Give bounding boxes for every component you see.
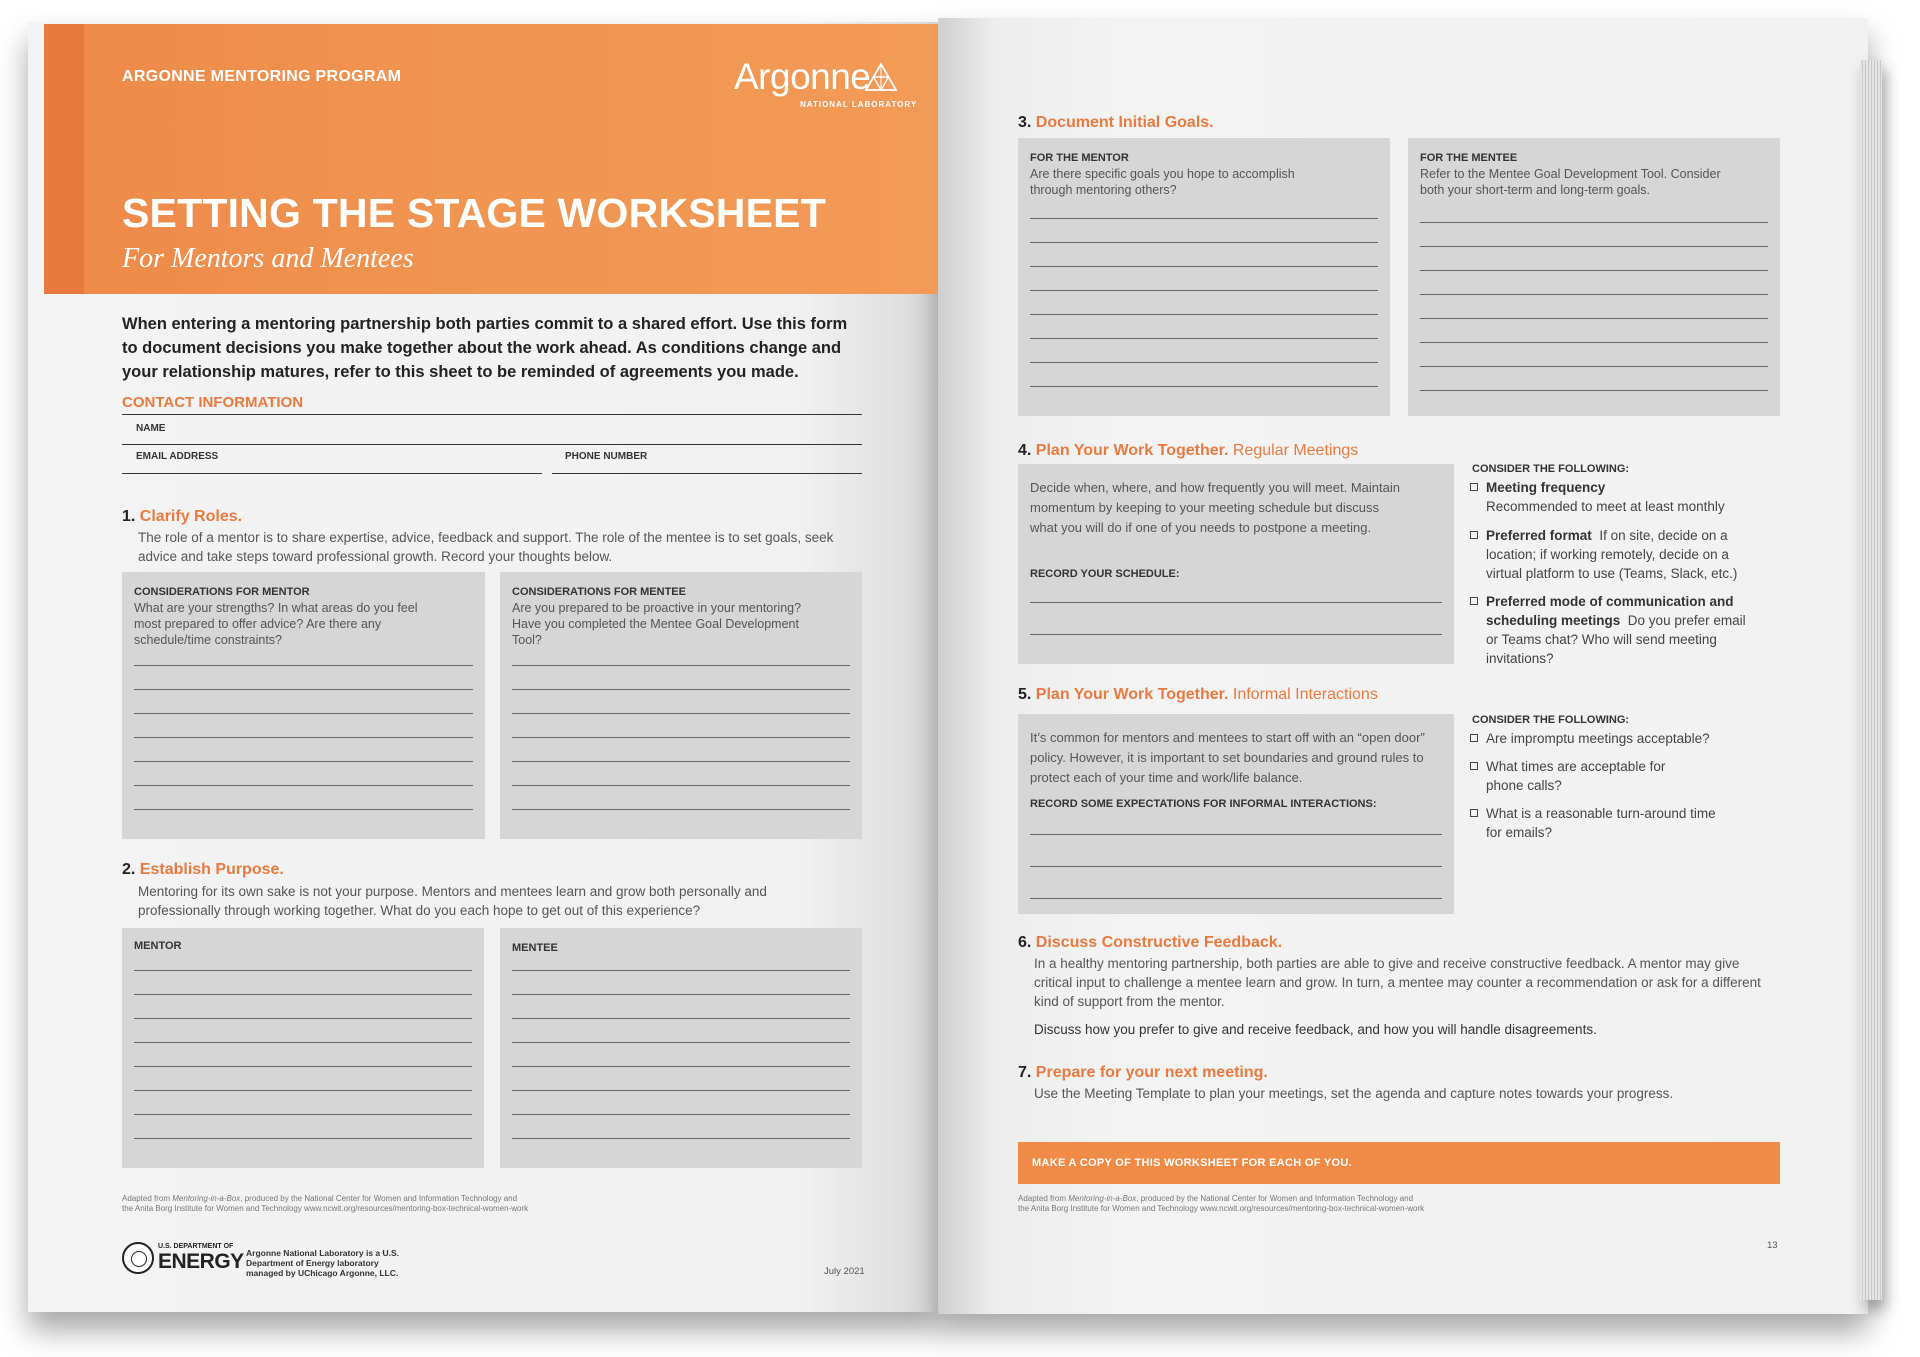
write-line[interactable] <box>512 785 850 786</box>
write-line[interactable] <box>1030 866 1442 867</box>
section-2-number: 2. <box>122 861 136 878</box>
consider-item-text: Do you prefer email or Teams chat? Who will send meeting invitations? <box>1486 613 1746 666</box>
mentor-considerations-box <box>122 572 485 839</box>
write-line[interactable] <box>1420 294 1768 295</box>
write-line[interactable] <box>512 761 850 762</box>
write-line[interactable] <box>512 713 850 714</box>
write-line[interactable] <box>1420 318 1768 319</box>
logo-subtitle: NATIONAL LABORATORY <box>800 100 918 109</box>
write-line[interactable] <box>134 970 472 971</box>
checkbox-icon[interactable] <box>1470 762 1478 770</box>
section-3-number: 3. <box>1018 114 1032 131</box>
regular-meetings-box <box>1018 464 1454 664</box>
write-line[interactable] <box>1420 246 1768 247</box>
regular-meetings-text: Decide when, where, and how frequently you will meet. Maintain momentum by keeping to your meeting schedule but discuss what you will do if one of you needs to postpone a meeting. <box>1030 480 1400 535</box>
section-2-text: Mentoring for its own sake is not your purpose. Mentors and mentees learn and grow both personally and professionally through working together. What do you each hope to get out of this experience? <box>138 884 767 918</box>
write-line[interactable] <box>1420 270 1768 271</box>
write-line[interactable] <box>512 1090 850 1091</box>
section-5-subtitle: Informal Interactions <box>1232 686 1378 703</box>
doe-seal-icon <box>122 1242 154 1274</box>
logo-word: Argonne <box>734 56 871 97</box>
write-line[interactable] <box>1030 602 1442 603</box>
page-number: 13 <box>1767 1240 1778 1251</box>
write-line[interactable] <box>134 689 473 690</box>
consider-title-4: CONSIDER THE FOLLOWING: <box>1472 463 1630 475</box>
section-4-title: Plan Your Work Together. <box>1035 442 1229 459</box>
phone-field[interactable] <box>552 473 862 474</box>
write-line[interactable] <box>1030 266 1378 267</box>
section-3-heading <box>1018 114 1214 132</box>
section-6-text-2: Discuss how you prefer to give and receive feedback, and how you will handle disagreements. <box>1034 1022 1597 1037</box>
logo-triangle-icon <box>864 62 898 97</box>
intro-text: When entering a mentoring partnership both parties commit to a shared effort. Use this form to document decisions you make together about the work ahead. As conditions change and your relationship matures, refer to this sheet to be reminded of agreements you made. <box>122 315 848 381</box>
mentor-purpose-box <box>122 928 484 1168</box>
write-line[interactable] <box>512 970 850 971</box>
credit-book: Mentoring-in-a-Box <box>172 1194 241 1203</box>
write-line[interactable] <box>134 1066 472 1067</box>
record-schedule-label: RECORD YOUR SCHEDULE: <box>1030 568 1180 580</box>
doe-energy: ENERGY <box>158 1250 244 1273</box>
write-line[interactable] <box>512 737 850 738</box>
section-5-heading <box>1018 686 1378 704</box>
consider-item-format <box>1470 526 1760 583</box>
write-line[interactable] <box>1030 634 1442 635</box>
write-line[interactable] <box>134 809 473 810</box>
mentee-goals-title: FOR THE MENTEE <box>1420 152 1518 164</box>
section-3-title: Document Initial Goals. <box>1035 114 1214 131</box>
write-line[interactable] <box>1030 242 1378 243</box>
credit-book: Mentoring-in-a-Box <box>1068 1194 1137 1203</box>
doe-note: Argonne National Laboratory is a U.S. Department of Energy laboratory managed by UChicago Argonne, LLC. <box>246 1248 400 1278</box>
credit-prefix: Adapted from <box>122 1194 173 1203</box>
consider-item-bold: Preferred mode of communication and scheduling meetings <box>1486 594 1734 628</box>
informal-interactions-box <box>1018 714 1454 914</box>
write-line[interactable] <box>512 1018 850 1019</box>
section-1-heading <box>122 508 242 526</box>
write-line[interactable] <box>512 994 850 995</box>
section-4-heading <box>1018 442 1358 460</box>
write-line[interactable] <box>512 809 850 810</box>
mentor-goals-text: Are there specific goals you hope to accomplish through mentoring others? <box>1030 167 1295 197</box>
mentee-goals-text: Refer to the Mentee Goal Development Tool. Consider both your short-term and long-term goals. <box>1420 167 1721 197</box>
informal-interactions-text: It’s common for mentors and mentees to start off with an “open door” policy. However, it is important to set boundaries and ground rules to protect each of your time and work/life balance. <box>1030 730 1425 785</box>
consider-item-phone: What times are acceptable for phone calls? <box>1470 757 1670 795</box>
write-line[interactable] <box>1030 362 1378 363</box>
contact-heading: CONTACT INFORMATION <box>122 394 304 411</box>
write-line[interactable] <box>134 1114 472 1115</box>
write-line[interactable] <box>512 689 850 690</box>
mentee-considerations-title: CONSIDERATIONS FOR MENTEE <box>512 586 686 598</box>
section-1-number: 1. <box>122 508 136 525</box>
consider-title-5: CONSIDER THE FOLLOWING: <box>1472 714 1630 726</box>
write-line[interactable] <box>134 665 473 666</box>
write-line[interactable] <box>512 1114 850 1115</box>
write-line[interactable] <box>134 1138 472 1139</box>
mentor-goals-title: FOR THE MENTOR <box>1030 152 1129 164</box>
publication-date: July 2021 <box>824 1266 865 1277</box>
section-7-number: 7. <box>1018 1064 1032 1081</box>
section-6-heading <box>1018 934 1282 952</box>
record-expectations-label: RECORD SOME EXPECTATIONS FOR INFORMAL INTERACTIONS: <box>1030 798 1377 810</box>
doe-department: U.S. DEPARTMENT OF <box>158 1243 234 1250</box>
section-6-text: In a healthy mentoring partnership, both parties are able to give and receive constructive feedback. A mentor may give critical input to challenge a mentee learn and grow. In turn, a mentee may counter a recommendation or ask for a different kind of support from the mentor. <box>1034 956 1761 1009</box>
consider-item-bold: Meeting frequency <box>1486 480 1606 495</box>
credit-rest: , produced by the National Center for Women and Information Technology and <box>240 1194 518 1203</box>
write-line[interactable] <box>1030 314 1378 315</box>
write-line[interactable] <box>1030 898 1442 899</box>
checkbox-icon[interactable] <box>1470 809 1478 817</box>
write-line[interactable] <box>1420 342 1768 343</box>
write-line[interactable] <box>1030 290 1378 291</box>
section-7-heading <box>1018 1064 1268 1082</box>
section-5-number: 5. <box>1018 686 1032 703</box>
contact-rule-top <box>122 414 862 415</box>
mentor-goals-box <box>1018 138 1390 416</box>
consider-item-email: What is a reasonable turn-around time for emails? <box>1470 804 1720 842</box>
name-label: NAME <box>136 423 166 434</box>
credit-line-2: the Anita Borg Institute for Women and Technology www.ncwit.org/resources/mentoring-box-technical-women-work <box>122 1204 529 1213</box>
write-line[interactable] <box>134 1090 472 1091</box>
write-line[interactable] <box>512 1042 850 1043</box>
consider-item-communication <box>1470 592 1760 668</box>
section-1-title: Clarify Roles. <box>139 508 243 525</box>
email-label: EMAIL ADDRESS <box>136 451 219 462</box>
consider-item-text: If on site, decide on a location; if working remotely, decide on a virtual platform to use (Teams, Slack, etc.) <box>1486 528 1738 581</box>
program-name: ARGONNE MENTORING PROGRAM <box>122 68 402 85</box>
credit-prefix: Adapted from <box>1018 1194 1069 1203</box>
write-line[interactable] <box>134 785 473 786</box>
mentee-purpose-box <box>500 928 862 1168</box>
checkbox-icon[interactable] <box>1470 531 1478 539</box>
mentor-purpose-title: MENTOR <box>134 940 182 952</box>
consider-item-text: Recommended to meet at least monthly <box>1486 499 1725 514</box>
page-subtitle: For Mentors and Mentees <box>122 243 414 274</box>
mentor-considerations-text: What are your strengths? In what areas do you feel most prepared to offer advice? Are there any schedule/time constraints? <box>134 601 418 647</box>
email-field[interactable] <box>122 473 542 474</box>
section-7-title: Prepare for your next meeting. <box>1035 1064 1268 1081</box>
write-line[interactable] <box>134 994 472 995</box>
right-credit <box>1018 1194 1424 1214</box>
write-line[interactable] <box>134 761 473 762</box>
write-line[interactable] <box>1030 386 1378 387</box>
section-5-title: Plan Your Work Together. <box>1035 686 1229 703</box>
argonne-logo <box>734 56 918 109</box>
write-line[interactable] <box>512 1138 850 1139</box>
name-field[interactable] <box>122 444 862 445</box>
write-line[interactable] <box>1030 834 1442 835</box>
mentee-goals-box <box>1408 138 1780 416</box>
mentee-considerations-box <box>500 572 862 839</box>
credit-line-2: the Anita Borg Institute for Women and Technology www.ncwit.org/resources/mentoring-box-technical-women-work <box>1018 1204 1425 1213</box>
consider-item-impromptu: Are impromptu meetings acceptable? <box>1470 729 1760 748</box>
phone-label: PHONE NUMBER <box>565 451 648 462</box>
section-2-title: Establish Purpose. <box>139 861 284 878</box>
page-title: SETTING THE STAGE WORKSHEET <box>122 190 826 236</box>
section-2-heading <box>122 861 284 879</box>
write-line[interactable] <box>1420 222 1768 223</box>
copy-reminder-text: MAKE A COPY OF THIS WORKSHEET FOR EACH OF YOU. <box>1032 1157 1352 1169</box>
left-credit <box>122 1194 528 1214</box>
section-7-text: Use the Meeting Template to plan your meetings, set the agenda and capture notes towards your progress. <box>1034 1086 1674 1101</box>
consider-item-frequency <box>1470 478 1770 516</box>
checkbox-icon[interactable] <box>1470 483 1478 491</box>
copy-reminder-bar <box>1018 1142 1780 1184</box>
checkbox-icon[interactable] <box>1470 597 1478 605</box>
write-line[interactable] <box>512 665 850 666</box>
write-line[interactable] <box>134 1042 472 1043</box>
page-edges <box>1860 60 1882 1300</box>
section-4-subtitle: Regular Meetings <box>1232 442 1359 459</box>
mentee-purpose-title: MENTEE <box>512 942 558 954</box>
write-line[interactable] <box>134 1018 472 1019</box>
section-6-title: Discuss Constructive Feedback. <box>1035 934 1283 951</box>
section-6-number: 6. <box>1018 934 1032 951</box>
write-line[interactable] <box>1420 366 1768 367</box>
write-line[interactable] <box>1030 218 1378 219</box>
write-line[interactable] <box>134 737 473 738</box>
section-1-text: The role of a mentor is to share expertise, advice, feedback and support. The role of the mentee is to set goals, seek advice and take steps toward professional growth. Record your thoughts below. <box>138 530 834 564</box>
consider-item-bold: Preferred format <box>1486 528 1592 543</box>
header-stripe <box>44 24 84 294</box>
section-4-number: 4. <box>1018 442 1032 459</box>
checkbox-icon[interactable] <box>1470 734 1478 742</box>
write-line[interactable] <box>512 1066 850 1067</box>
write-line[interactable] <box>1030 338 1378 339</box>
write-line[interactable] <box>134 713 473 714</box>
mentee-considerations-text: Are you prepared to be proactive in your mentoring? Have you completed the Mentee Goal Development Tool? <box>512 601 802 647</box>
credit-rest: , produced by the National Center for Women and Information Technology and <box>1136 1194 1414 1203</box>
write-line[interactable] <box>1420 390 1768 391</box>
mentor-considerations-title: CONSIDERATIONS FOR MENTOR <box>134 586 310 598</box>
